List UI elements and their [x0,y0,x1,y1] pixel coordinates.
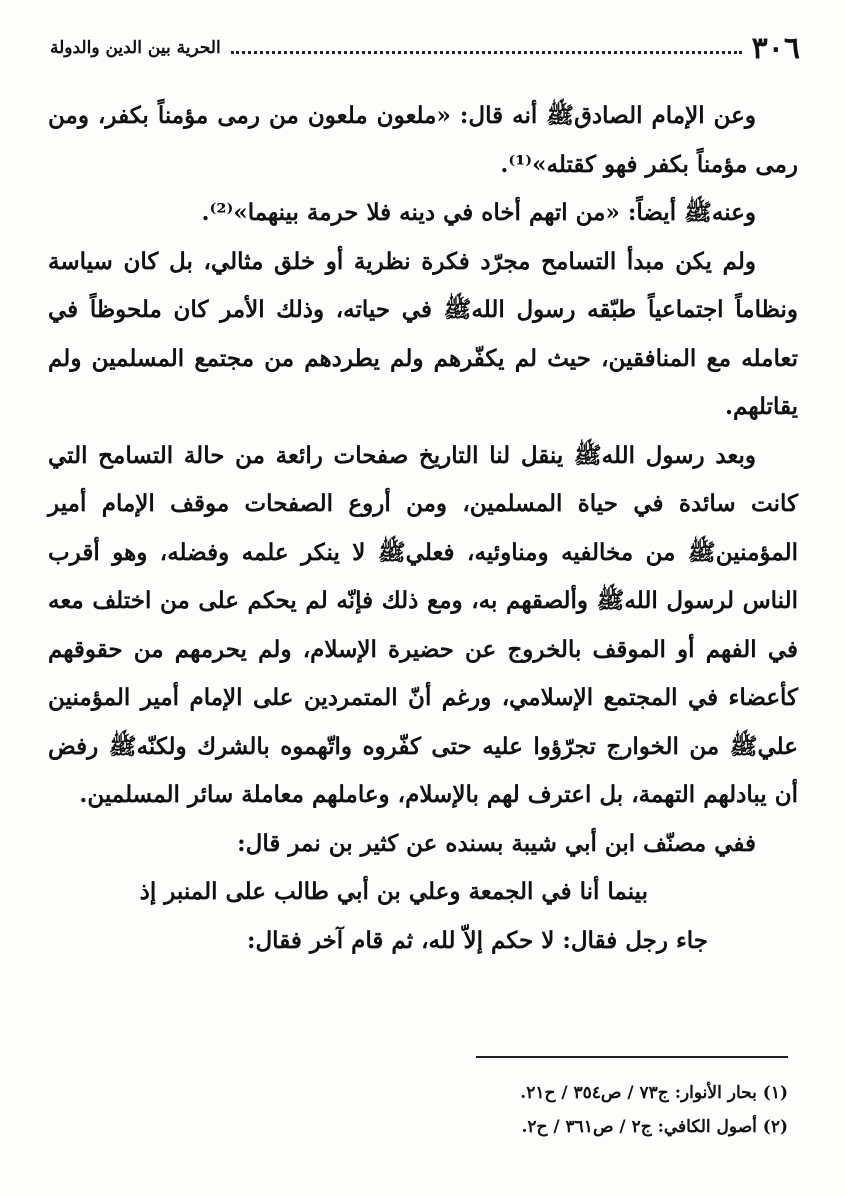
footnote-1: (١) بحار الأنوار: ج٧٣ / ص٣٥٤ / ح٢١. [520,1083,788,1103]
paragraph-second-hadith: وعنهﷺ أيضاً: «من اتهم أخاه في دينه فلا حرمة بينهما»⁽²⁾. [201,199,756,226]
footnote-2: (٢) أصول الكافي: ج٢ / ص٣٦١ / ح٢. [521,1117,788,1137]
quote-line: جاء رجل فقال: لا حكم إلاّ لله، ثم قام آخر فقال: [246,926,708,954]
paragraph-tolerance-principle: ولم يكن مبدأ التسامح مجرّد فكرة نظرية أو خلق مثالي، بل كان سياسة ونظاماً اجتماعياً طبّقه رسول اللهﷺ في حياته، وذلك الأمر كان ملحوظاً في تعامله مع المنافقين، حيث لم يكفّرهم ولم يطردهم من مجتمع المسلمين ولم يقاتلهم. [48,247,798,420]
quote-line: بينما أنا في الجمعة وعلي بن أبي طالب على المنبر إذ [139,878,648,905]
page-number: ٣٠٦ [751,30,800,66]
page-header [50,30,800,66]
header-dotted-leader [231,51,742,54]
footnote-divider [476,1056,788,1058]
footnotes [50,1076,788,1144]
paragraph-ibn-abi-shayba: ففي مصنّف ابن أبي شيبة بسنده عن كثير بن نمر قال: [237,829,756,857]
paragraph-after-prophet: وبعد رسول اللهﷺ ينقل لنا التاريخ صفحات رائعة من حالة التسامح التي كانت سائدة في حياة المسلمين، ومن أروع الصفحات موقف الإمام أمير المؤمنينﷺ من مخالفيه ومناوئيه، فعليﷺ لا ينكر علمه وفضله، وهو أقرب الناس لرسول اللهﷺ وألصقهم به، ومع ذلك فإنّه لم يحكم على من اختلف معه في الفهم أو الموقف بالخروج عن حضيرة الإسلام، ولم يحرمهم من حقوقهم كأعضاء في المجتمع الإسلامي، ورغم أنّ المتمردين على الإمام أمير المؤمنين عليﷺ من الخوارج تجرّؤوا عليه حتى كفّروه واتّهموه بالشرك ولكنّهﷺ رفض أن يبادلهم التهمة، بل اعترف لهم بالإسلام، وعاملهم معاملة سائر المسلمين. [48,441,798,808]
paragraph-sadiq-hadith: وعن الإمام الصادقﷺ أنه قال: «ملعون ملعون من رمى مؤمناً بكفر، ومن رمى مؤمناً بكفر فهو كقتله»⁽¹⁾. [48,102,798,178]
running-title: الحرية بين الدين والدولة [50,38,221,58]
page-body [48,92,798,965]
